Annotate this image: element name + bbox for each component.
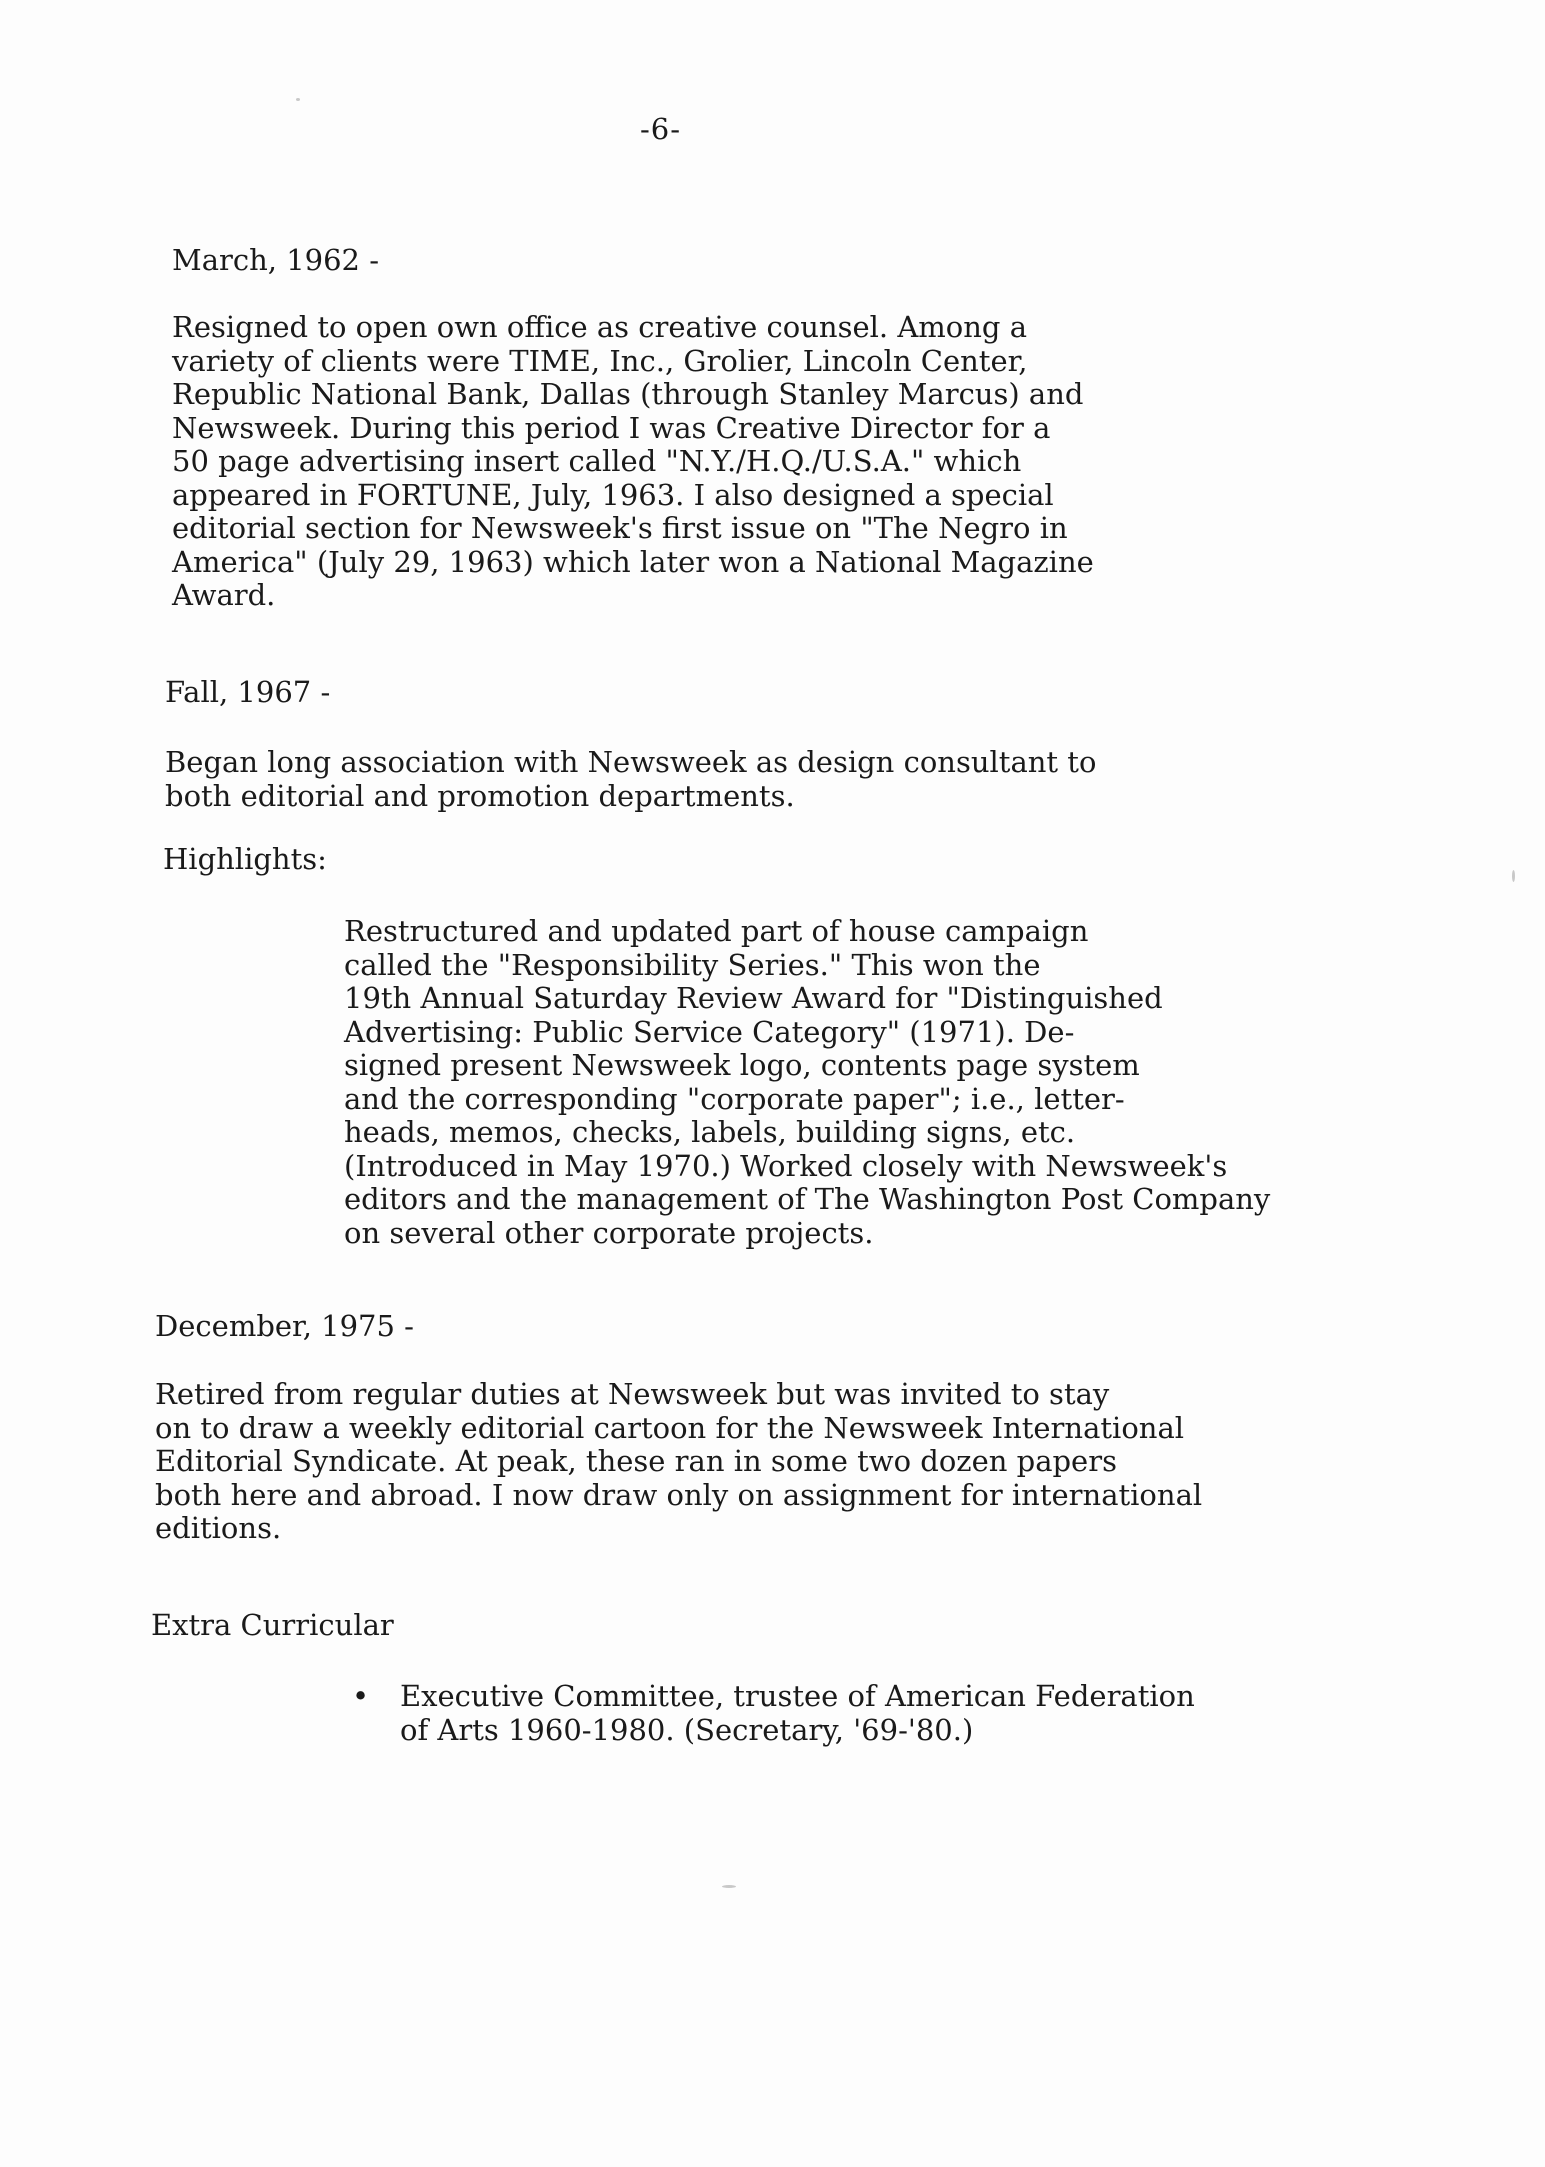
paragraph-line: variety of clients were TIME, Inc., Grolier, Lincoln Center, [172, 343, 1028, 378]
paragraph-line: both here and abroad. I now draw only on assignment for international [155, 1477, 1203, 1512]
paragraph-line: Editorial Syndicate. At peak, these ran in some two dozen papers [155, 1444, 1117, 1478]
page-number: -6- [640, 112, 682, 146]
highlight-line: Restructured and updated part of house campaign [344, 914, 1089, 948]
paragraph-line: 50 page advertising insert called "N.Y./H.Q./U.S.A." which [172, 444, 1022, 478]
highlight-line: on several other corporate projects. [344, 1215, 874, 1250]
section-paragraph-march-1962 [172, 311, 1094, 613]
highlight-line: editors and the management of The Washington Post Company [344, 1182, 1271, 1216]
bullet-line: Executive Committee, trustee of American Federation [400, 1679, 1195, 1713]
highlight-line: called the "Responsibility Series." This won the [344, 947, 1041, 982]
scan-speck [722, 1885, 736, 1888]
section-paragraph-december-1975 [155, 1378, 1202, 1546]
paragraph-line: appeared in FORTUNE, July, 1963. I also designed a special [172, 477, 1054, 512]
section-heading-extra-curricular: Extra Curricular [151, 1608, 394, 1642]
paragraph-line: editorial section for Newsweek's first issue on "The Negro in [172, 511, 1068, 545]
highlight-line: (Introduced in May 1970.) Worked closely with Newsweek's [344, 1148, 1228, 1183]
paragraph-line: Newsweek. During this period I was Creative Director for a [172, 410, 1051, 445]
scan-speck [1512, 870, 1515, 882]
bullet-line: of Arts 1960-1980. (Secretary, '69-'80.) [400, 1712, 974, 1747]
section-heading-fall-1967: Fall, 1967 - [165, 675, 331, 709]
paragraph-line: America" (July 29, 1963) which later won a National Magazine [172, 544, 1094, 579]
highlights-heading: Highlights: [163, 842, 327, 876]
paragraph-line: on to draw a weekly editorial cartoon for the Newsweek International [155, 1410, 1185, 1445]
section-heading-march-1962: March, 1962 - [172, 243, 380, 277]
extra-curricular-text [400, 1680, 1195, 1747]
paragraph-line: Retired from regular duties at Newsweek but was invited to stay [155, 1377, 1110, 1411]
highlights-paragraph [344, 915, 1270, 1250]
paragraph-line: Republic National Bank, Dallas (through Stanley Marcus) and [172, 377, 1084, 411]
highlight-line: signed present Newsweek logo, contents page system [344, 1048, 1140, 1082]
highlight-line: heads, memos, checks, labels, building signs, etc. [344, 1115, 1076, 1149]
paragraph-line: editions. [155, 1511, 282, 1545]
section-paragraph-fall-1967 [165, 746, 1096, 813]
paragraph-line: Began long association with Newsweek as design consultant to [165, 745, 1097, 779]
section-heading-december-1975: December, 1975 - [155, 1309, 414, 1343]
bullet-icon: • [352, 1679, 370, 1713]
paragraph-line: Resigned to open own office as creative counsel. Among a [172, 310, 1027, 344]
paragraph-line: both editorial and promotion departments. [165, 778, 795, 813]
highlight-line: Advertising: Public Service Category" (1971). De- [344, 1014, 1075, 1049]
paragraph-line: Award. [172, 578, 276, 612]
highlight-line: and the corresponding "corporate paper"; i.e., letter- [344, 1081, 1125, 1116]
highlight-line: 19th Annual Saturday Review Award for "Distinguished [344, 981, 1163, 1015]
scan-speck [296, 98, 300, 101]
